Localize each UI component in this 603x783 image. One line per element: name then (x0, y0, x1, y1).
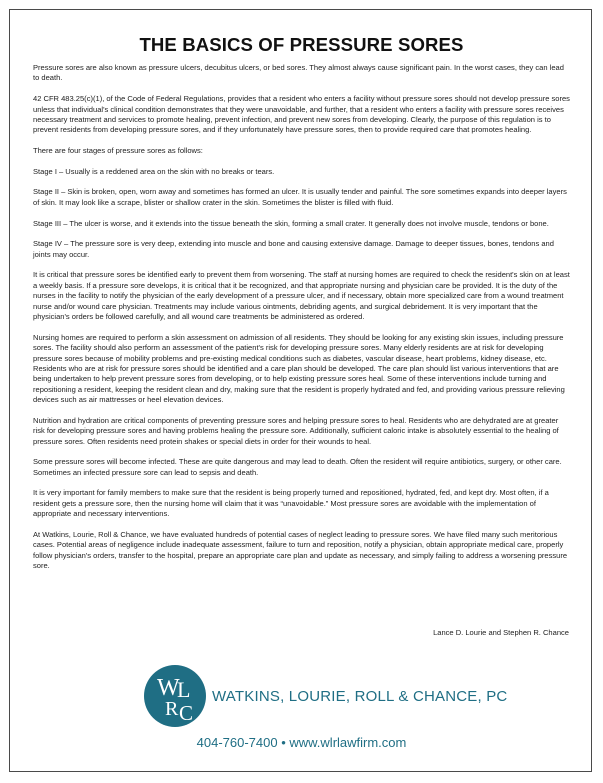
paragraph-skin-assessment: Nursing homes are required to perform a skin assessment on admission of all residents. They should be looking for any existing skin issues, including pressure sores. The facility should also perform an assessment of the patient's risk for developing pressure sores. Many elderly residents are at risk for developing pressure sores because of mobility problems and pre-existing medical conditions such as diabetes, vascular disease, heart problems, kidney disease, etc. Residents who are at risk for pressure sores should be identified and a care plan should be developed. The care plan should list various interventions that are being undertaken to help prevent pressure sores from developing, or to help existing pressure sores heal. Some of these interventions include turning and repositioning a resident, keeping the resident clean and dry, making sure that the resident is properly hydrated and fed, and providing various pressure relieving devices such as air mattresses or heel elevation devices. (33, 332, 565, 405)
logo-letter-l: L (177, 677, 191, 702)
paragraph-firm: At Watkins, Lourie, Roll & Chance, we have evaluated hundreds of potential cases of neglect leading to pressure sores. We have filed many such meritorious cases. Potential areas of negligence include inadequate assessment, failure to turn and reposition, notify a physician, obtain appropriate medical care, properly follow physician's orders, transfer to the hospital, prepare an appropriate care plan and update as necessary, and simply failing to address a worsening pressure sore. (33, 529, 568, 571)
paragraph-stage-1: Stage I – Usually is a reddened area on the skin with no breaks or tears. (33, 166, 275, 176)
logo-letter-r: R (165, 698, 179, 720)
paragraph-early-identification: It is critical that pressure sores be identified early to prevent them from worsening. The staff at nursing homes are required to check the resident's skin on at least a weekly basis. If a pressure sore develops, it is critical that it be recognized, and that appropriate nursing and physician care be provided. It is the duty of the nurses in the facility to notify the physician of the early development of a pressure ulcer, and if necessary, obtain more specialized care from a wound treatment nurse and/or wound care physician. Treatments may include various ointments, debriding agents, and surgical debridement. It is very important that the physician's orders be followed carefully, and all wound care treatments be administered as ordered. (33, 270, 570, 321)
paragraph-family: It is very important for family members to make sure that the resident is being properly turned and repositioned, hydrated, fed, and kept dry. Most often, if a resident gets a pressure sore, then the nursing home will claim that it was “unavoidable.” Most pressure sores are avoidable with the implementation of appropriate and necessary interventions. (33, 488, 549, 519)
signature-line: Lance D. Lourie and Stephen R. Chance (433, 628, 569, 637)
paragraph-stage-3: Stage III – The ulcer is worse, and it extends into the tissue beneath the skin, forming a small crater. It generally does not involve muscle, tendons or bone. (33, 218, 549, 228)
logo-monogram-icon (143, 664, 207, 728)
paragraph-stage-4: Stage IV – The pressure sore is very deep, extending into muscle and bone and causing extensive damage. Damage to deeper tissues, bones, tendons and joints may occur. (33, 239, 554, 259)
paragraph-nutrition: Nutrition and hydration are critical components of preventing pressure sores and helping pressure sores to heal. Residents who are dehydrated are at greater risk for developing pressure sores and having problems healing the pressure sore. Additionally, sufficient caloric intake is absolutely essential to the healing of pressure sores. Often residents need protein shakes or special diets in order for their wounds to heal. (33, 415, 559, 446)
firm-name: WATKINS, LOURIE, ROLL & CHANCE, PC (212, 688, 508, 705)
logo-letter-w: W (157, 675, 180, 701)
paragraph-stage-2: Stage II – Skin is broken, open, worn away and sometimes has formed an ulcer. It is usually tender and painful. The sore sometimes expands into deeper layers of skin. It may look like a scrape, blister or shallow crater in the skin. Sometimes the blister is filled with fluid. (33, 187, 567, 207)
contact-line: 404-760-7400 • www.wlrlawfirm.com (196, 735, 407, 750)
logo-letter-c: C (179, 701, 194, 725)
paragraph-intro: Pressure sores are also known as pressure ulcers, decubitus ulcers, or bed sores. They almost always cause significant pain. In the worst cases, they can lead to death. (33, 63, 564, 83)
paragraph-regulation: 42 CFR 483.25(c)(1), of the Code of Federal Regulations, provides that a resident who enters a facility without pressure sores should not develop pressure sores unless that individual's clinical condition demonstrates that they were unavoidable, and further, that a resident who enters a facility with pressure sores receives necessary treatment and services to promote healing, prevent infection, and prevent new sores from developing. Clearly, the purpose of this regulation is to prevent residents from developing pressure sores, and if they unfortunately have pressure sores, then to provide required care that promotes healing. (33, 94, 570, 135)
article-body (33, 63, 570, 582)
paragraph-infection: Some pressure sores will become infected. These are quite dangerous and may lead to death. Often the resident will require antibiotics, surgery, or other care. Sometimes an infected pressure sore can lead to sepsis and death. (33, 457, 562, 477)
page-title: THE BASICS OF PRESSURE SORES (139, 34, 464, 55)
paragraph-stages-intro: There are four stages of pressure sores as follows: (33, 146, 203, 156)
